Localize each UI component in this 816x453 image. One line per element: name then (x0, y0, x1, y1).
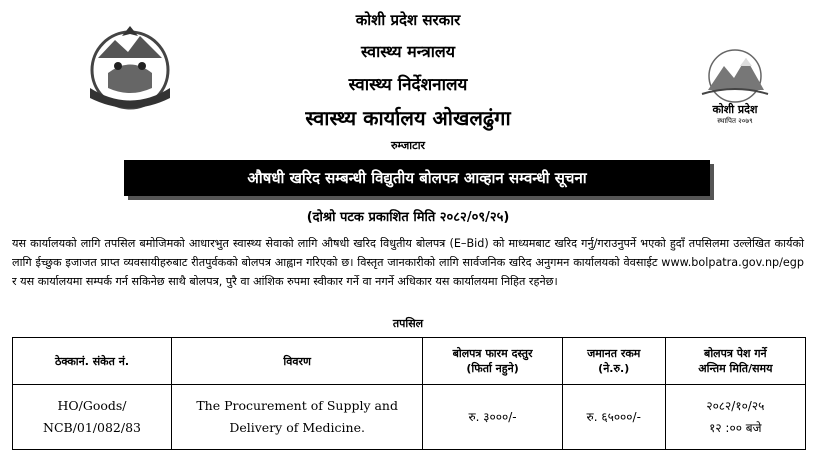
notice-subtitle: (दोश्रो पटक प्रकाशित मिति २०८२/०९/२५) (306, 210, 510, 225)
header-office: स्वास्थ्य कार्यालय ओखलढुंगा (305, 106, 511, 130)
table-row (13, 385, 806, 450)
header-description: विवरण (172, 338, 423, 385)
header-province: कोशी प्रदेश सरकार (355, 11, 461, 29)
cell-deadline: २०८२/१०/२५ १२ :०० बजे (665, 385, 805, 450)
nepal-government-emblem (80, 18, 180, 118)
header-location: रुम्जाटार (390, 139, 426, 152)
koshi-logo-year: स्थापित २०७९ (717, 117, 753, 125)
koshi-logo-text: कोशी प्रदेश (712, 103, 758, 116)
header-ministry: स्वास्थ्य मन्त्रालय (360, 42, 456, 61)
table-title: तपसिल (392, 317, 424, 330)
header-deadline: बोलपत्र पेश गर्ने अन्तिम मिति/समय (665, 338, 805, 385)
cell-deposit: रु. ६५०००/- (562, 385, 665, 450)
header-form-fee: बोलपत्र फारम दस्तुर (फिर्ता नहुने) (423, 338, 562, 385)
header-deposit: जमानत रकम (ने.रु.) (562, 338, 665, 385)
cell-description: The Procurement of Supply and Delivery of Medicine. (172, 385, 423, 450)
header-code: ठेक्कानं. संकेत नं. (13, 338, 172, 385)
header-directorate: स्वास्थ्य निर्देशनालय (348, 75, 468, 95)
cell-form-fee: रु. ३०००/- (423, 385, 562, 450)
tender-table (12, 337, 806, 450)
table-header-row (13, 338, 806, 385)
cell-code: HO/Goods/ NCB/01/082/83 (13, 385, 172, 450)
notice-title-banner: औषधी खरिद सम्बन्धी विद्युतीय बोलपत्र आव्हान सम्वन्धी सूचना (124, 160, 710, 196)
notice-body: यस कार्यालयको लागि तपसिल बमोजिमको आधारभुत स्वास्थ्य सेवाको लागि औषधी खरिद विधुतीय बोलपत्र (E–Bid) को माध्यमबाट खरिद गर्नु/गराउनुपर्ने भएको हुदाँ तपसिलमा उल्लेखित कार्यको लागि ईच्छुक इजाजत प्राप्त व्यवसायीहरुबाट रीतपुर्वकको बोलपत्र आह्वान गरिएको छ। विस्तृत जानकारीको लागि सार्वजनिक खरिद अनुगमन कार्यालयको वेवसाईट www.bolpatra.gov.np/egp र यस कार्यालयमा सम्पर्क गर्न सकिनेछ साथै बोलपत्र, पुरै वा आंशिक रुपमा स्वीकार गर्ने वा नगर्ने अधिकार यस कार्यालयमा निहित रहनेछ। (12, 237, 804, 288)
